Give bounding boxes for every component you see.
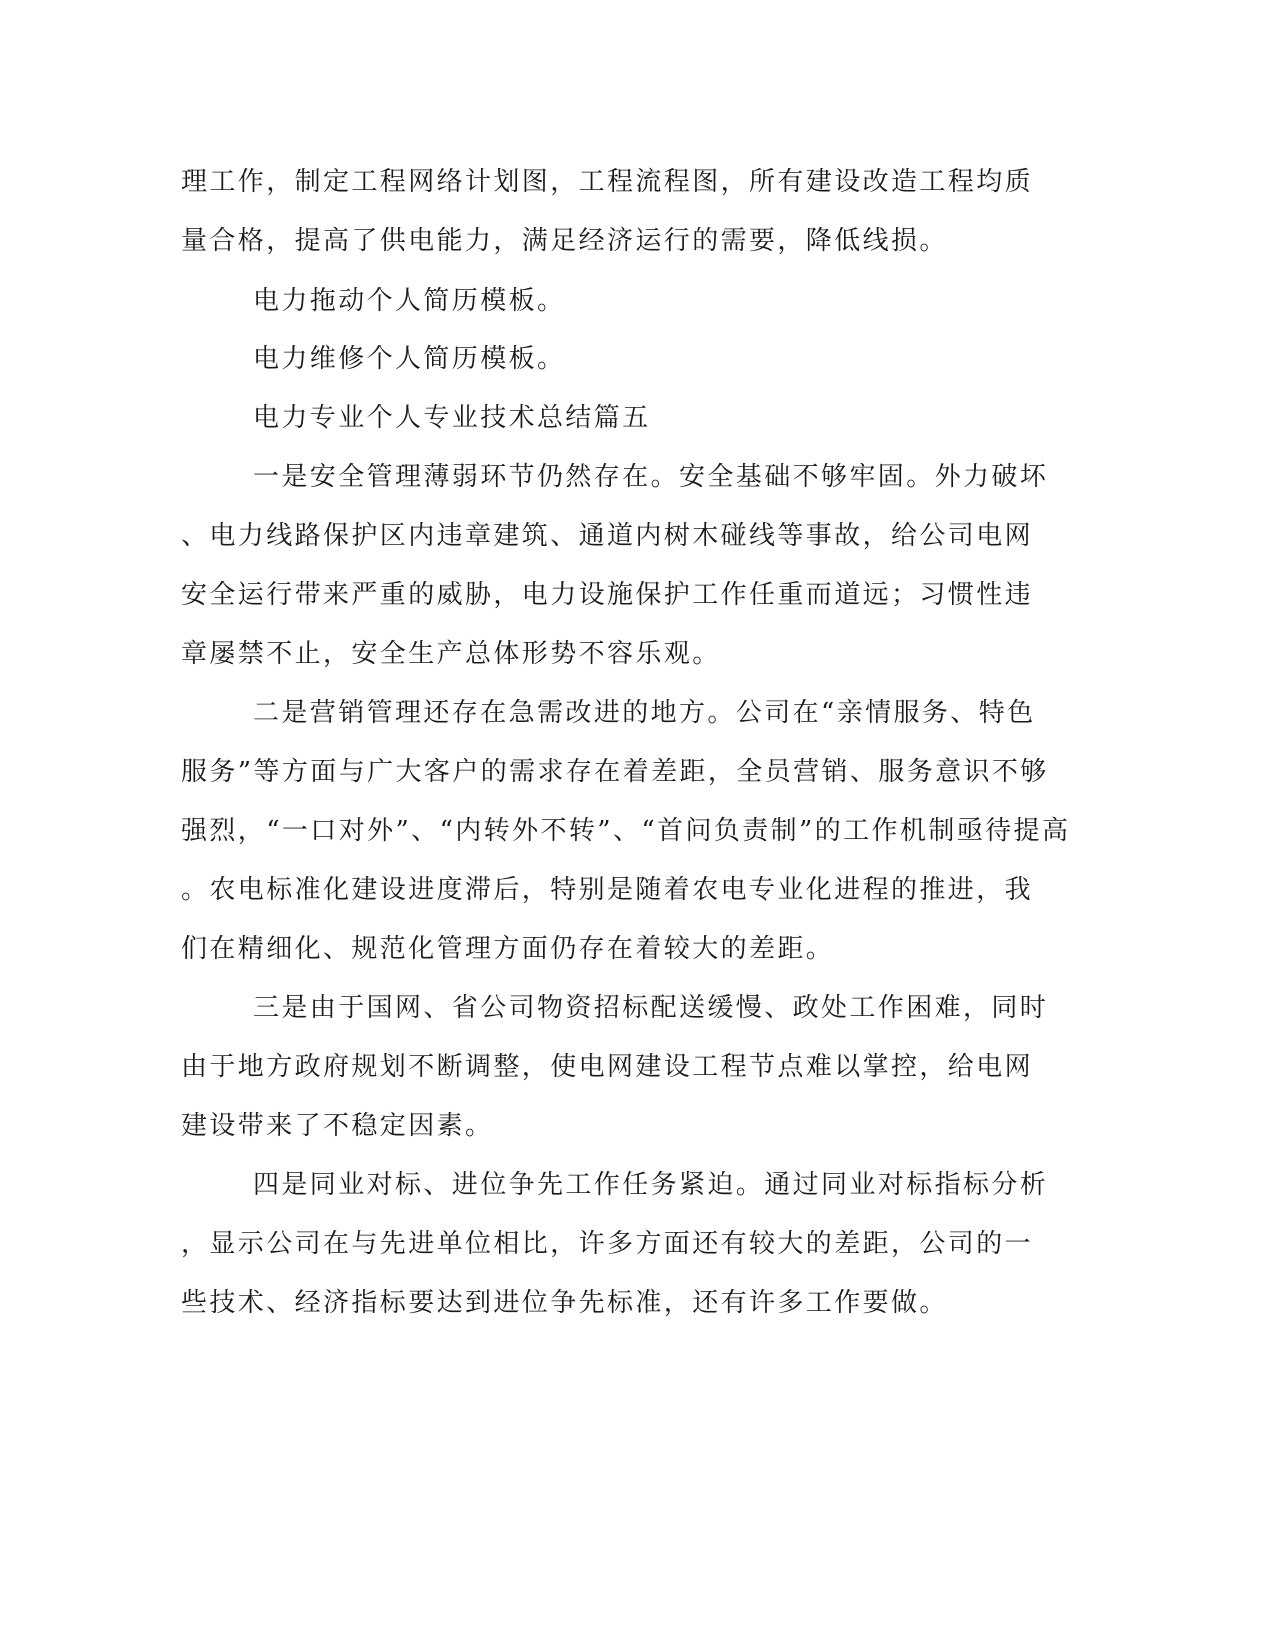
text-line: 安全运行带来严重的威胁，电力设施保护工作任重而道远；习惯性违 [181, 580, 1034, 610]
text-line: 四是同业对标、进位争先工作任务紧迫。通过同业对标指标分析 [253, 1170, 1049, 1200]
text-line: 一是安全管理薄弱环节仍然存在。安全基础不够牢固。外力破坏 [253, 462, 1049, 492]
text-line: 服务”等方面与广大客户的需求存在着差距，全员营销、服务意识不够 [181, 757, 1049, 787]
text-line: 建设带来了不稳定因素。 [181, 1111, 494, 1141]
text-line: 些技术、经济指标要达到进位争先标准，还有许多工作要做。 [181, 1288, 948, 1318]
text-line: 强烈，“一口对外”、“内转外不转”、“首问负责制”的工作机制亟待提高 [181, 816, 1071, 846]
text-line: 二是营销管理还存在急需改进的地方。公司在“亲情服务、特色 [253, 698, 1036, 728]
text-line: 、电力线路保护区内违章建筑、通道内树木碰线等事故，给公司电网 [181, 521, 1034, 551]
text-line: 电力维修个人简历模板。 [253, 344, 566, 374]
text-line: 三是由于国网、省公司物资招标配送缓慢、政处工作困难，同时 [253, 993, 1049, 1023]
text-line: 量合格，提高了供电能力，满足经济运行的需要，降低线损。 [181, 226, 948, 256]
text-line: 由于地方政府规划不断调整，使电网建设工程节点难以掌控，给电网 [181, 1052, 1034, 1082]
text-line: 理工作，制定工程网络计划图，工程流程图，所有建设改造工程均质 [181, 167, 1034, 197]
text-line: ，显示公司在与先进单位相比，许多方面还有较大的差距，公司的一 [181, 1229, 1034, 1259]
text-line: 章屡禁不止，安全生产总体形势不容乐观。 [181, 639, 721, 669]
text-line: 电力拖动个人简历模板。 [253, 286, 566, 316]
text-line: 们在精细化、规范化管理方面仍存在着较大的差距。 [181, 934, 835, 964]
text-line: 。农电标准化建设进度滞后，特别是随着农电专业化进程的推进，我 [181, 875, 1034, 905]
section-heading: 电力专业个人专业技术总结篇五 [253, 403, 651, 433]
